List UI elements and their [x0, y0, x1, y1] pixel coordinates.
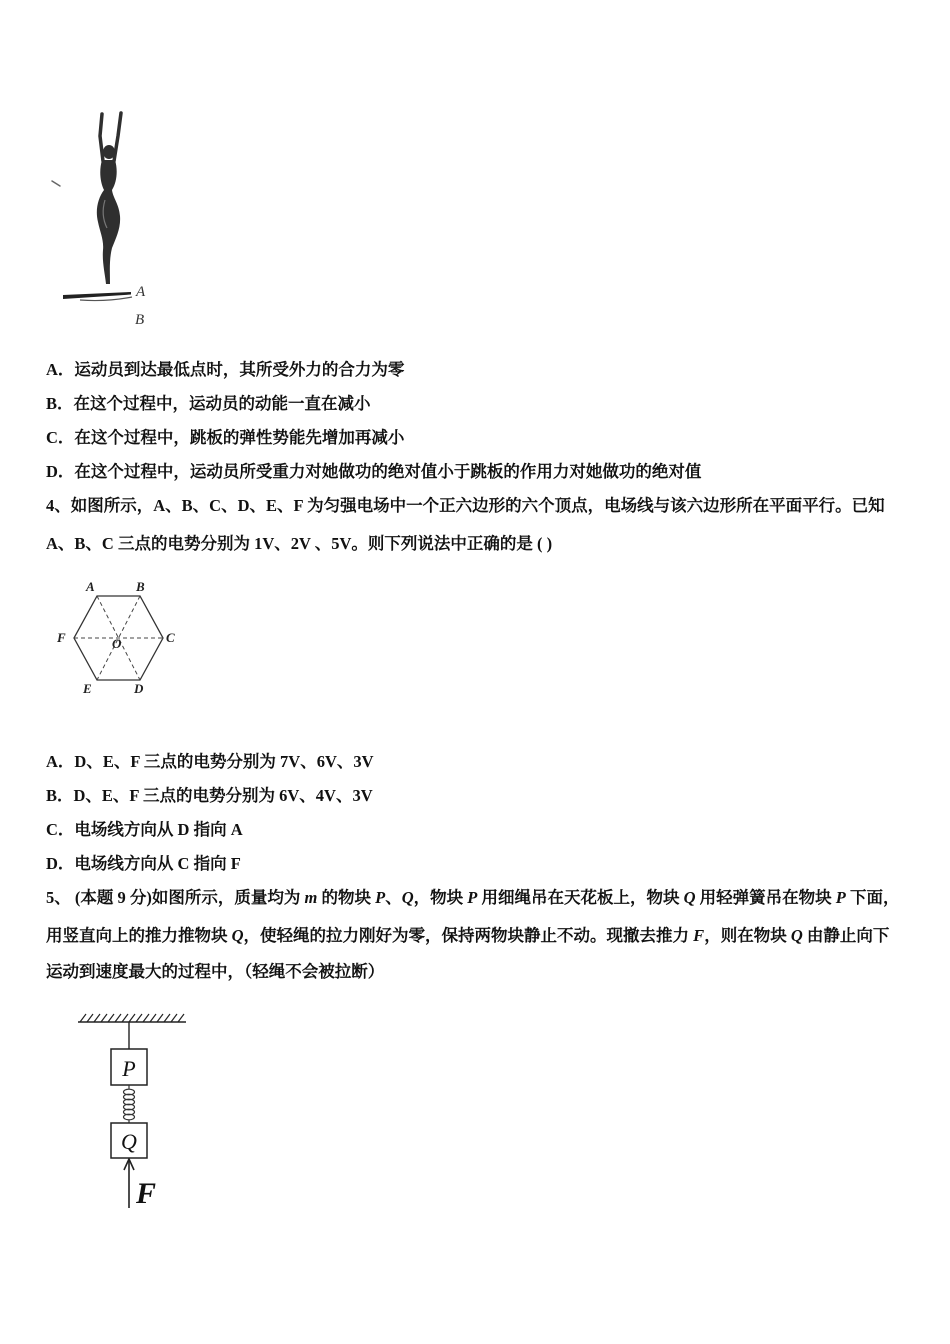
q5-text: ，使轻绳的拉力刚好为零，保持两物块静止不动。现撤去推力 — [243, 926, 694, 945]
q5-text: ，则在物块 — [704, 926, 791, 945]
center-label-o: O — [112, 636, 122, 651]
q3-option-b: B．在这个过程中，运动员的动能一直在减小 — [46, 394, 371, 413]
variable-q: Q — [231, 926, 244, 945]
diver-right-arm — [114, 113, 121, 161]
spring-blocks-figure — [70, 1008, 195, 1214]
variable-p: P — [467, 888, 478, 907]
diving-board-bent — [80, 297, 132, 301]
q5-stem-line3: 运动到速度最大的过程中，（轻绳不会被拉断） — [46, 962, 385, 981]
ceiling-hatching — [80, 1014, 184, 1022]
diving-board — [63, 292, 131, 299]
diver-head — [103, 145, 115, 159]
q5-text: 5、 (本题 9 分)如图所示，质量均为 — [46, 888, 305, 907]
q5-text: ，物块 — [413, 888, 468, 907]
variable-f: F — [693, 926, 705, 945]
q5-text: 用轻弹簧吊在物块 — [695, 888, 836, 907]
vertex-label-c: C — [166, 630, 175, 645]
variable-m: m — [304, 888, 318, 907]
variable-p: P — [835, 888, 846, 907]
vertex-label-f: F — [57, 630, 66, 645]
q4-stem-line2: A、B、C 三点的电势分别为 1V、2V 、5V。则下列说法中正确的是 ( ) — [46, 534, 553, 553]
q3-option-a: A．运动员到达最低点时，其所受外力的合力为零 — [46, 360, 405, 379]
diver-silhouette — [97, 160, 120, 284]
q5-text: 由静止向下 — [802, 926, 890, 945]
q4-option-d: D．电场线方向从 C 指向 F — [46, 854, 241, 873]
q4-option-a: A．D、E、F 三点的电势分别为 7V、6V、3V — [46, 752, 374, 771]
block-p-label: P — [122, 1056, 136, 1081]
diver-figure — [40, 100, 170, 335]
q5-text: 用细绳吊在天花板上，物块 — [477, 888, 684, 907]
variable-q: Q — [401, 888, 414, 907]
vertex-label-e: E — [83, 681, 92, 696]
board-label-b: B — [135, 312, 145, 328]
q5-text: 、 — [385, 888, 402, 907]
q5-text: 的物块 — [317, 888, 376, 907]
q5-text: 用竖直向上的推力推物块 — [46, 926, 232, 945]
vertex-label-d: D — [134, 681, 144, 696]
variable-p: P — [375, 888, 386, 907]
spring — [124, 1085, 135, 1123]
board-label-a: A — [136, 284, 146, 300]
stray-mark — [52, 181, 60, 186]
block-q-label: Q — [121, 1129, 137, 1154]
q4-stem-line1: 4、如图所示，A、B、C、D、E、F 为匀强电场中一个正六边形的六个顶点，电场线与该六边形所在平面平行。已知 — [46, 496, 885, 515]
q5-text: 下面， — [845, 888, 900, 907]
q4-option-c: C．电场线方向从 D 指向 A — [46, 820, 243, 839]
vertex-label-a: A — [86, 579, 95, 594]
force-label: F — [136, 1177, 157, 1210]
q3-option-d: D．在这个过程中，运动员所受重力对她做功的绝对值小于跳板的作用力对她做功的绝对值 — [46, 462, 702, 481]
q4-option-b: B．D、E、F 三点的电势分别为 6V、4V、3V — [46, 786, 373, 805]
variable-q: Q — [683, 888, 696, 907]
hexagon-figure — [50, 572, 190, 700]
q5-stem-line2 — [46, 926, 889, 946]
q5-stem-line1 — [46, 888, 899, 908]
diver-left-arm — [100, 114, 103, 161]
q3-option-c: C．在这个过程中，跳板的弹性势能先增加再减小 — [46, 428, 405, 447]
vertex-label-b: B — [136, 579, 145, 594]
variable-q: Q — [790, 926, 803, 945]
